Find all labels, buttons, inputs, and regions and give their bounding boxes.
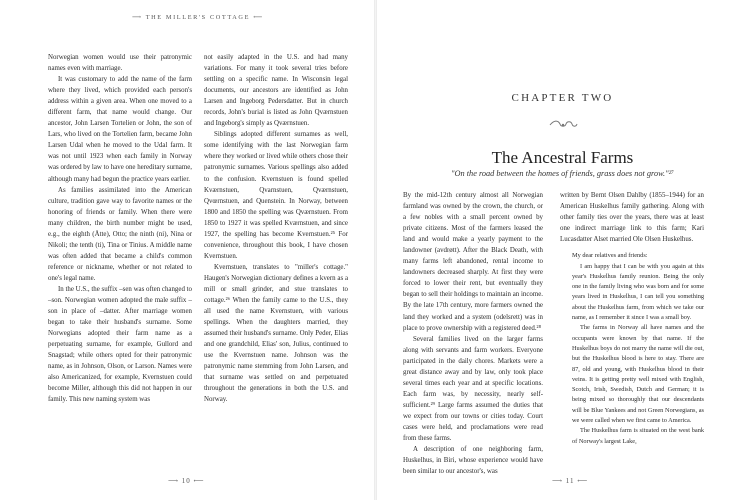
letter-paragraph: The Huskelhus farm is situated on the west bank of Norway's largest Lake, xyxy=(572,427,704,445)
right-column-1 xyxy=(403,190,543,477)
paragraph: As families assimilated into the American culture, tradition gave way to favorite names or the honoring of friends or family. When there were many children, the birth number might be used, e.g., the eighth (Åtte), Otto; the ninth (ni), Nina or Nikoli; the tenth (ti), Tina or Tinius. A middle name was often added that became a child's common reference or nickname, whether or not related to one's legal name. xyxy=(48,186,192,282)
paragraph: Siblings adopted different surnames as well, some identifying with the last Norwegian farm where they worked or lived while others chose their patronymic surnames. Various spellings also added to the confusion. Kvernstuen is found spelled Kværnstuen, Qvarnstuen, Qværnstuen, Qvœrnstuen, and Quenstein. In Norway, between 1800 and 1850 the spelling was Qværnstuen. From 1850 to 1927 it was spelled Kværnstuen, and since 1927, the spelling has become Kvernstuen.²⁵ For convenience, throughout this book, I have chosen Kvernstuen. xyxy=(204,131,348,260)
epigraph: "On the road between the homes of friends, grass does not grow."²⁷ xyxy=(451,169,674,178)
flourish-ornament-icon xyxy=(548,118,578,132)
chapter-label: CHAPTER TWO xyxy=(511,92,614,104)
right-column-2 xyxy=(560,190,704,453)
page-number: ⟶ 11 ⟵ xyxy=(552,477,589,485)
paragraph: not easily adapted in the U.S. and had many variations. For many it took several tries before settling on a specific name. In Wisconsin legal documents, our ancestors are identified as John Larsen and Ingeborg Pedersdatter. But in church records, John's burial is listed as John Qværnstuen and Ingeborg's simply as Qværnstuen. xyxy=(204,54,348,128)
page-number: ⟶ 10 ⟵ xyxy=(168,477,205,485)
paragraph: Several families lived on the larger farms along with servants and farm workers. Everyone participated in the daily chores. Markets were a great distance away and by law, only took place several times each year and at specific locations. Each farm was, by necessity, nearly self-sufficient.²⁹ Large farms assumed the duties that we expect from our towns or cities today. Court cases were held, and proclamations were read from these farms. xyxy=(403,335,543,443)
paragraph: In the U.S., the suffix –sen was often changed to –son. Norwegian women adopted the male suffix –son in place of –datter. After marriage women began to take their husband's surname. Some Norwegians adopted their farm name as a perpetuating surname, for example, Gullord and Snagstad; while others opted for their patronymic name, as in Johnson, Olson, or Larson. Names were also Americanized, for example, Kvernstuen could become Miller, although this did not happen in our family. This new naming system was xyxy=(48,285,192,404)
paragraph: written by Bernt Olsen Dahlby (1855–1944) for an American Huskelhus family gathering. Along with other family ties over the years, there was at least one indirect marriage link to this farm; Kari Lucasdatter Alset married Ole Olsen Huskelhus. xyxy=(560,192,704,244)
chapter-title: The Ancestral Farms xyxy=(491,148,634,167)
gutter xyxy=(374,0,377,500)
paragraph: It was customary to add the name of the farm where they lived, which provided each person's address within a given area. When one moved to a different farm, that name would change. Our ancestor, John Larsen Tortelien or John, the son of Lars, who lived on the Tortelien farm, became John Larsen Udal when he moved to the Udal farm. It was not until 1923 when each family in Norway was ordered by law to have one hereditary surname, although many had begun the practice years earlier. xyxy=(48,76,192,183)
letter-salutation: My dear relatives and friends: xyxy=(572,252,648,260)
left-column-2 xyxy=(204,52,348,406)
letter-quote xyxy=(572,251,704,447)
left-column-1 xyxy=(48,52,192,406)
paragraph: A description of one neighboring farm, Huskelhus, in Biri, whose experience would have been similar to our ancestor's, was xyxy=(403,446,543,476)
paragraph: By the mid-12th century almost all Norwegian farmland was owned by the crown, the church, or a few nobles with a small percent owned by private citizens. Most of the farmers leased the land and would make a yearly payment to the landowner (avdrøtt). After the Black Death, with many farms left abandoned, rental income to landowners decreased sharply. At first they were forced to lower their rent, but eventually they began to sell their holdings to maintain an income. By the late 17th century, more farmers owned the land they worked and a system (odelsrett) was in place to prove ownership with a registered deed.²⁸ xyxy=(403,192,543,332)
letter-paragraph: The farms in Norway all have names and the occupants were known by that name. If the Huskelhus boys do not marry the name will die out, but the Huskelhus blood is here to stay. There are 87, old and young, with Huskelhus blood in their veins. It is getting pretty well mixed with English, Scotch, Irish, Swedish, Dutch and German; it is being mixed so thoroughly that our descendants will be Blue Yankees and not Green Norwegians, as we were called when we first came to America. xyxy=(572,324,704,424)
paragraph: Kvernstuen, translates to "miller's cottage." Haugen's Norwegian dictionary defines a kvern as a mill or small grinder, and stue translates to cottage.²⁶ When the family came to the U.S., they all used the name Kvernstuen, with various spellings. When the daughters married, they assumed their husband's surname. Only Peder, Elias and one grandchild, Elias' son, Julius, continued to use the Kvernstuen name. Johnson was the patronymic name stemming from John Larsen, and that surname was settled on and perpetuated throughout the generations in both the U.S. and Norway. xyxy=(204,263,348,404)
letter-paragraph: I am happy that I can be with you again at this year's Huskelhus family reunion. Being the only one in the family living who was born and for some years lived in Huskelhus, I can tell you something about the Huskelhus farm, from which we take our name, as I remember it since I was a small boy. xyxy=(572,262,704,322)
running-head: ⟶ THE MILLER'S COTTAGE ⟵ xyxy=(132,14,264,21)
paragraph: Norwegian women would use their patronymic names even with marriage. xyxy=(48,54,192,73)
